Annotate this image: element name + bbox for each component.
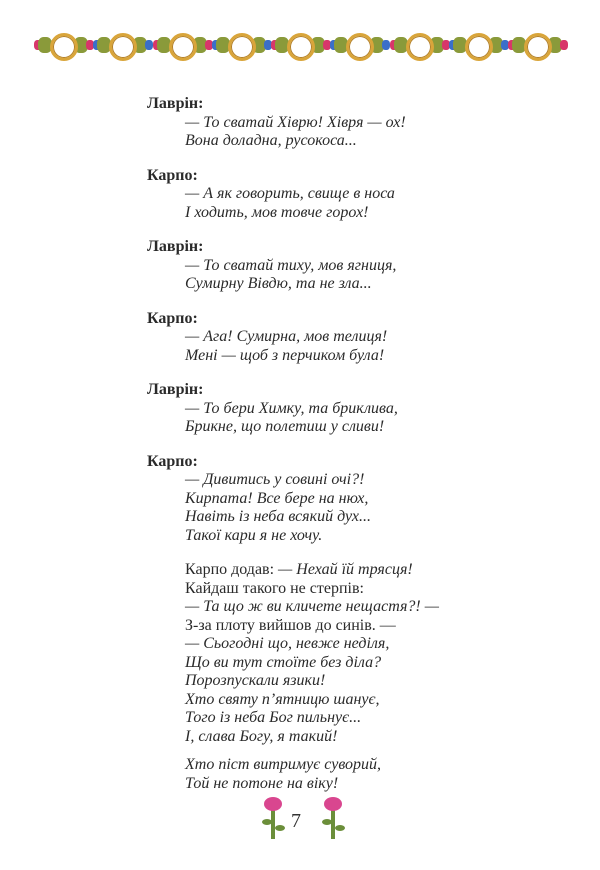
verse-line: Брикне, що полетиш у сливи! — [185, 418, 385, 435]
speaker-name: Карпо: — [147, 309, 198, 327]
flower-ornament-icon — [258, 797, 288, 842]
verse-line: — То сватай тиху, мов ягниця, — [185, 256, 397, 274]
poem-text — [147, 95, 439, 793]
ring-ornament-icon — [390, 30, 448, 60]
ring-ornament-icon — [34, 30, 92, 60]
verse-line: Сумирну Вівдю, та не зла... — [185, 275, 372, 292]
flower-ornament-icon — [318, 797, 348, 842]
verse-line — [147, 561, 439, 580]
verse-line: Вона доладна, русокоса... — [185, 132, 357, 149]
ornamental-border — [34, 30, 566, 60]
verse-line: Той не потоне на віку! — [185, 774, 339, 792]
ring-ornament-icon — [212, 30, 270, 60]
verse-line: — Та що ж ви кличете нещастя?! — — [185, 598, 439, 615]
dialogue-stanza — [147, 381, 439, 437]
page-number: 7 — [291, 810, 301, 832]
verse-line: З-за плоту вийшов до синів. — — [185, 616, 396, 634]
verse-line: Такої кари я не хочу. — [185, 526, 323, 544]
dialogue-stanza — [147, 238, 439, 294]
verse-line: І ходить, мов товче горох! — [185, 203, 369, 221]
verse-line: Того із неба Бог пильнує... — [185, 709, 362, 726]
verse-line: Мені — щоб з перчиком була! — [185, 346, 385, 364]
ring-ornament-icon — [93, 30, 151, 60]
verse-line: Хто піст витримує суворий, — [185, 756, 382, 773]
verse-line: — То сватай Хіврю! Хівря — ох! — [185, 113, 406, 131]
speaker-name: Лаврін: — [147, 381, 204, 398]
verse-line: Навіть із неба всякий дух... — [185, 508, 371, 525]
speaker-name: Лаврін: — [147, 238, 204, 255]
speech-text: — Нехай їй трясця! — [278, 561, 413, 578]
verse-line: Порозпускали язики! — [185, 672, 326, 689]
speaker-name: Лаврін: — [147, 95, 204, 112]
closing-stanza — [147, 756, 439, 793]
verse-line: — То бери Химку, та бриклива, — [185, 399, 398, 417]
ring-ornament-icon — [153, 30, 211, 60]
dialogue-stanza — [147, 453, 439, 546]
verse-line: — Дивитись у совині очі?! — [185, 471, 365, 488]
ring-ornament-icon — [449, 30, 507, 60]
verse-line: Кирпата! Все бере на нюх, — [185, 489, 369, 507]
dialogue-stanza — [147, 310, 439, 366]
dialogue-stanza — [147, 167, 439, 223]
dialogue-stanza — [147, 95, 439, 151]
speaker-name: Карпо: — [147, 166, 198, 184]
verse-line: — Ага! Сумирна, мов телиця! — [185, 328, 388, 345]
verse-line: Хто святу п’ятницю шанує, — [185, 690, 380, 708]
narration-stanza — [147, 561, 439, 746]
verse-line: Що ви тут стоїте без діла? — [185, 653, 382, 671]
verse-line: — А як говорить, свище в носа — [185, 185, 395, 202]
ring-ornament-icon — [508, 30, 566, 60]
speaker-name: Карпо: — [147, 452, 198, 470]
verse-line: Кайдаш такого не стерпів: — [185, 579, 364, 597]
ring-ornament-icon — [330, 30, 388, 60]
narration-text: Карпо додав: — [185, 561, 279, 578]
verse-line: І, слава Богу, я такий! — [185, 727, 338, 745]
verse-line: — Сьогодні що, невже неділя, — [185, 635, 390, 652]
ring-ornament-icon — [271, 30, 329, 60]
